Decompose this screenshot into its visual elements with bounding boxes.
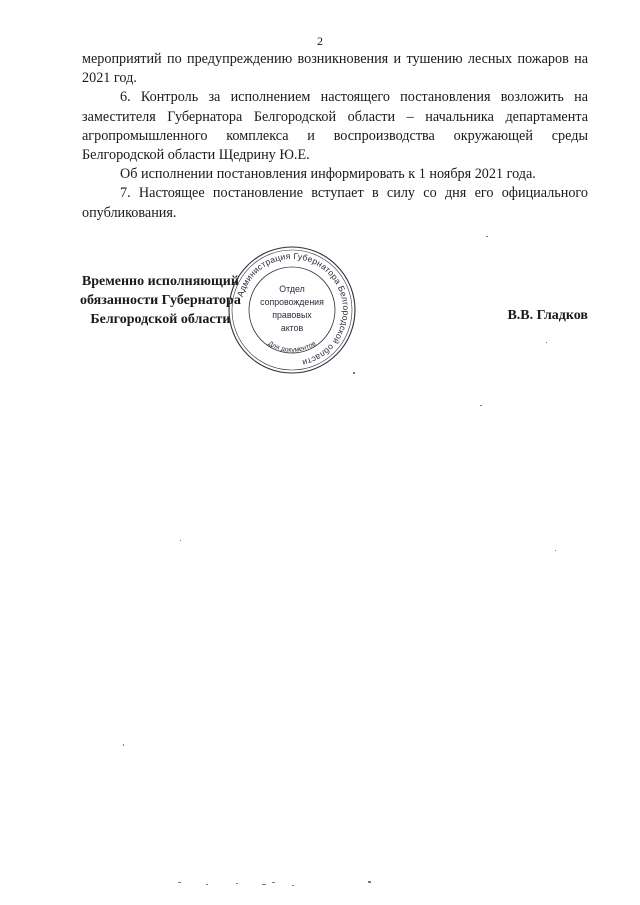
signatory-name: В.В. Гладков — [507, 308, 588, 323]
stamp-ring-text: Администрация Губернатора Белгородской области — [234, 250, 352, 368]
scan-speck — [480, 405, 482, 406]
official-stamp — [226, 244, 358, 376]
stamp-seal — [226, 244, 358, 376]
paragraph-continuation: мероприятий по предупреждению возникновения и тушению лесных пожаров на 2021 год. — [82, 51, 588, 87]
signatory-title-line-2: обязанности Губернатора — [80, 293, 241, 308]
scan-speck — [486, 236, 488, 237]
scan-speck — [262, 884, 266, 885]
scan-speck — [546, 342, 547, 343]
stamp-bottom-text: Для документов — [266, 340, 318, 354]
scan-speck — [555, 550, 556, 551]
document-body — [82, 50, 588, 223]
scan-speck — [180, 540, 181, 541]
scan-speck — [353, 372, 355, 374]
signatory-title-line-3: Белгородской области — [90, 312, 231, 327]
scan-speck — [236, 883, 238, 884]
scan-speck — [368, 881, 371, 883]
paragraph-item-7: 7. Настоящее постановление вступает в силу со дня его официального опубликования. — [82, 185, 588, 221]
signatory-title — [80, 272, 241, 329]
page-number: 2 — [317, 34, 323, 48]
stamp-inner-line-4: актов — [280, 323, 304, 333]
scan-speck — [272, 882, 275, 883]
scan-speck — [123, 744, 124, 746]
stamp-inner-line-1: Отдел — [279, 284, 305, 294]
stamp-inner-line-3: правовых — [272, 310, 312, 320]
scan-speck — [206, 884, 208, 885]
signatory-title-line-1: Временно исполняющий — [81, 274, 239, 289]
paragraph-item-6: 6. Контроль за исполнением настоящего постановления возложить на заместителя Губернатора Белгородской области – начальника департамента агропромышленного комплекса и воспроизводства окружающей среды Белгородской области Щедрину Ю.Е. — [82, 89, 588, 164]
stamp-inner-line-2: сопровождения — [260, 297, 324, 307]
paragraph-report-deadline: Об исполнении постановления информировать к 1 ноября 2021 года. — [120, 166, 536, 183]
scan-speck — [178, 882, 181, 883]
scan-speck — [292, 885, 294, 886]
